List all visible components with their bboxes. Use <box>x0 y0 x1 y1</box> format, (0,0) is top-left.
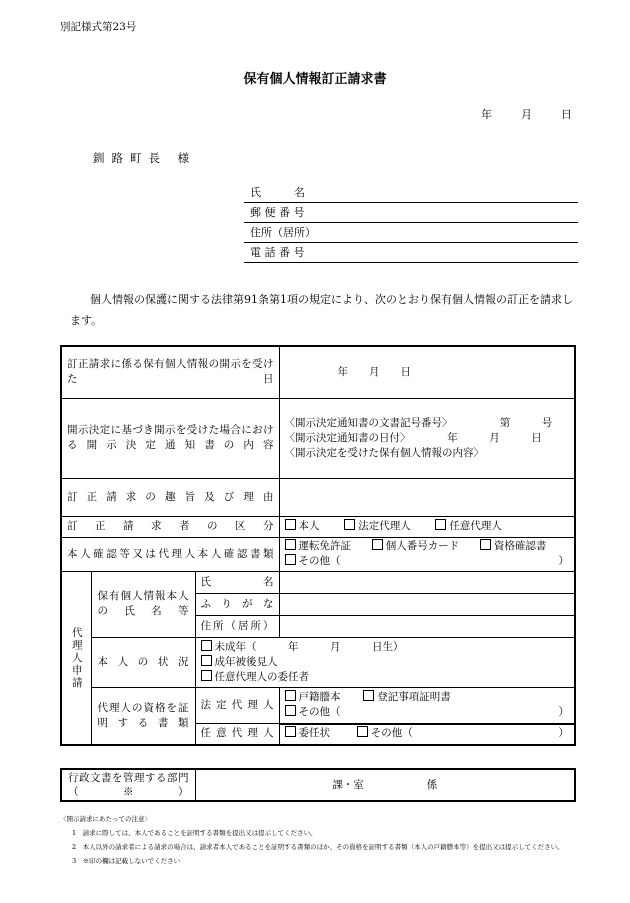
status-adult-ward-label: 成年被後見人 <box>214 655 278 668</box>
legal-family-register-checkbox[interactable] <box>285 690 296 701</box>
legal-agent-label: 法定代理人 <box>195 687 279 723</box>
legal-other-close: ） <box>558 706 569 718</box>
applicant-block <box>244 183 578 263</box>
category-voluntary-agent-label: 任意代理人 <box>449 520 502 532</box>
category-legal-agent-label: 法定代理人 <box>358 520 411 532</box>
note-item: 1 請求に際しては、本人であることを証明する書類を提出又は提示してください。 <box>72 829 317 837</box>
notice-label: 開示決定に基づき開示を受けた場合における開示決定通知書の内容 <box>61 398 279 478</box>
voluntary-proxy-checkbox[interactable] <box>285 726 296 737</box>
person-furigana-label: ふ り が な <box>195 593 279 615</box>
date-day: 日 <box>561 108 572 121</box>
legal-family-register-label: 戸籍謄本 <box>298 691 341 703</box>
request-table <box>60 345 576 746</box>
office-table <box>60 768 576 802</box>
id-other-close: ） <box>558 555 569 567</box>
status-delegator-label: 任意代理人の委任者 <box>214 670 309 683</box>
disclosure-date-field[interactable]: 年 月 日 <box>279 346 575 398</box>
id-other-checkbox[interactable] <box>285 554 296 565</box>
page-title: 保有個人情報訂正請求書 <box>243 72 387 87</box>
person-address-label: 住所（居所） <box>195 615 279 637</box>
category-self-label: 本人 <box>298 520 320 532</box>
voluntary-proxy-label: 委任状 <box>298 726 331 739</box>
status-minor-label: 未成年（ 年 月 日生） <box>214 640 404 653</box>
person-name-field[interactable] <box>279 571 575 593</box>
voluntary-agent-label: 任意代理人 <box>195 723 279 745</box>
notice-content: 〈開示決定を受けた保有個人情報の内容〉 <box>284 446 485 459</box>
voluntary-agent-options <box>280 724 574 742</box>
category-voluntary-agent-checkbox[interactable] <box>435 519 446 530</box>
status-options <box>195 637 575 687</box>
legal-registry-cert-checkbox[interactable] <box>363 690 374 701</box>
category-options <box>279 516 575 537</box>
status-delegator-checkbox[interactable] <box>201 670 212 681</box>
form-number: 別記様式第23号 <box>60 21 137 33</box>
notes <box>60 812 600 868</box>
agent-label: 代理人申請 <box>61 571 91 745</box>
status-label: 本人の状況 <box>91 637 195 687</box>
legal-registry-cert-label: 登記事項証明書 <box>377 691 451 703</box>
category-self-checkbox[interactable] <box>285 519 296 530</box>
voluntary-other-label: その他（ <box>370 726 413 739</box>
person-name-label: 保有個人情報本人の氏名等 <box>91 571 195 637</box>
person-furigana-field[interactable] <box>279 593 575 615</box>
voluntary-other-checkbox[interactable] <box>357 726 368 737</box>
notice-field[interactable] <box>279 398 575 478</box>
id-qualification-checkbox[interactable] <box>480 539 491 550</box>
id-license-label: 運転免許証 <box>298 540 352 552</box>
request-date <box>481 106 572 122</box>
applicant-postal-field[interactable]: 郵 便 番 号 <box>244 203 578 223</box>
status-minor-checkbox[interactable] <box>201 640 212 651</box>
id-document-options <box>279 537 575 571</box>
office-field: 課・室 係 <box>195 769 575 801</box>
purpose-label: 訂正請求の趣旨及び理由 <box>61 478 279 516</box>
applicant-phone-field[interactable]: 電 話 番 号 <box>244 243 578 263</box>
notice-doc-number: 〈開示決定通知書の文書記号番号〉 第 号 <box>284 416 553 429</box>
id-mynumber-checkbox[interactable] <box>372 539 383 550</box>
legal-agent-options <box>279 687 575 723</box>
id-mynumber-label: 個人番号カード <box>385 540 460 552</box>
office-label: 行政文書を管理する部門（※） <box>61 769 195 801</box>
id-document-label: 本人確認等又は代理人本人確認書類 <box>61 537 279 571</box>
category-label: 訂正請求者の区分 <box>61 516 279 537</box>
notice-date: 〈開示決定通知書の日付〉 年 月 日 <box>284 431 542 444</box>
purpose-field[interactable] <box>279 478 575 516</box>
date-month: 月 <box>521 108 532 121</box>
notes-heading: 〈開示請求にあたっての注意〉 <box>60 815 151 823</box>
note-item: 3 ※印の欄は記載しないでください <box>72 857 181 865</box>
applicant-name-field[interactable]: 氏 名 <box>244 183 578 203</box>
date-year: 年 <box>481 108 492 121</box>
person-name-row-label: 氏 名 <box>195 571 279 593</box>
person-address-field[interactable] <box>279 615 575 637</box>
disclosure-date-label: 訂正請求に係る保有個人情報の開示を受けた日 <box>61 346 279 398</box>
legal-other-checkbox[interactable] <box>285 705 296 716</box>
addressee: 釧路町長 様 <box>93 151 197 165</box>
voluntary-other-close: ） <box>558 726 569 739</box>
note-item: 2 本人以外の請求者による請求の場合は、請求者本人であることを証明する書類のほか、その資格を証明する書類（本人の戸籍謄本等）を提出又は提示してください。 <box>72 843 564 851</box>
status-adult-ward-checkbox[interactable] <box>201 655 212 666</box>
id-qualification-label: 資格確認書 <box>493 540 547 552</box>
intro-text: 個人情報の保護に関する法律第91条第1項の規定により、次のとおり保有個人情報の訂正を請求します。 <box>70 293 573 327</box>
qualification-label: 代理人の資格を証明する書類 <box>91 687 195 745</box>
category-legal-agent-checkbox[interactable] <box>344 519 355 530</box>
id-other-label: その他（ <box>298 555 341 567</box>
applicant-address-field[interactable]: 住所（居所） <box>244 223 578 243</box>
id-license-checkbox[interactable] <box>285 539 296 550</box>
legal-other-label: その他（ <box>298 706 341 718</box>
